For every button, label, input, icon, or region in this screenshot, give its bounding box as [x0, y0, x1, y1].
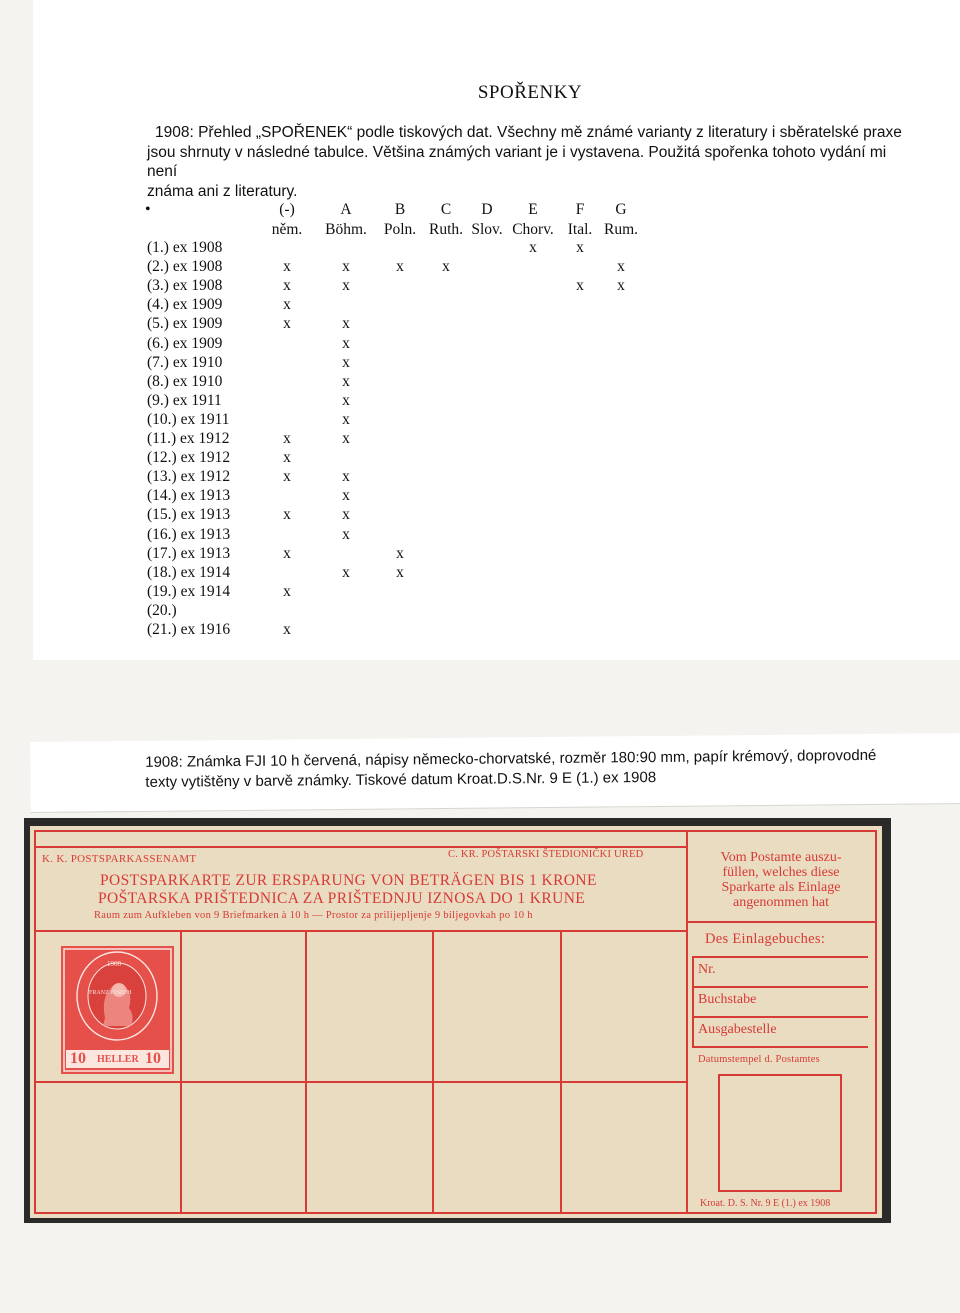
caption-line-1: 1908: Známka FJI 10 h červená, nápisy německo-chorvatské, rozměr 180:90 mm, papír krémový, doprovodné [145, 746, 877, 771]
side-note-line-3: Sparkarte als Einlage [721, 880, 841, 895]
variant-mark: x [283, 430, 291, 447]
page-title: SPOŘENKY [477, 82, 583, 103]
variant-mark: x [342, 315, 350, 333]
bullet-icon: • [145, 201, 151, 218]
column-language: Ruth. [428, 221, 464, 238]
row-label: (6.) ex 1909 [147, 334, 223, 352]
row-label: (4.) ex 1909 [147, 296, 223, 314]
card-title-hr: POŠTARSKA PRIŠTEDNICA ZA PRIŠTEDNJU IZNOSA DO 1 KRUNE [98, 890, 586, 907]
variant-mark: x [283, 506, 291, 524]
column-code: D [481, 201, 493, 218]
stamp-value-right: 10 [145, 1050, 161, 1067]
row-label: (1.) ex 1908 [147, 239, 223, 256]
variant-mark: x [283, 449, 291, 467]
office-name-hr: C. KR. POŠTARSKI ŠTEDIONIČKI URED [448, 849, 644, 860]
office-name-de: K. K. POSTSPARKASSENAMT [42, 853, 197, 865]
row-label: (21.) ex 1916 [147, 621, 231, 638]
side-note-line-2: füllen, welches diese [722, 865, 840, 880]
variant-mark: x [342, 334, 350, 352]
variant-mark: x [396, 544, 404, 562]
caption-line-2: texty vytištěny v barvě známky. Tiskové datum Kroat.D.S.Nr. 9 E (1.) ex 1908 [145, 768, 657, 791]
row-label: (7.) ex 1910 [147, 353, 223, 371]
field-nr: Nr. [698, 962, 716, 977]
variant-mark: x [283, 621, 291, 638]
intro-line-3: známa ani z literatury. [147, 182, 298, 200]
row-label: (10.) ex 1911 [147, 410, 230, 428]
savings-card [30, 826, 882, 1218]
column-language: Ital. [567, 221, 593, 238]
column-language: Poln. [383, 221, 417, 238]
variant-mark: x [342, 391, 350, 409]
column-code: (-) [279, 201, 295, 218]
row-label: (12.) ex 1912 [147, 449, 231, 467]
column-code: B [394, 201, 406, 218]
row-label: (19.) ex 1914 [147, 582, 231, 600]
row-label: (3.) ex 1908 [147, 277, 223, 295]
variant-mark: x [342, 506, 350, 524]
variant-mark: x [396, 258, 404, 276]
row-label: (17.) ex 1913 [147, 544, 231, 562]
row-label: (8.) ex 1910 [147, 372, 223, 390]
row-label: (18.) ex 1914 [147, 563, 231, 581]
stamp-value-left: 10 [70, 1050, 86, 1067]
intro-paragraph [147, 123, 917, 201]
variant-mark: x [342, 277, 350, 295]
side-note-line-4: angenommen hat [732, 895, 830, 910]
variant-mark: x [342, 430, 350, 447]
field-ausgabestelle: Ausgabestelle [698, 1022, 777, 1037]
column-language: Slov. [471, 221, 503, 238]
column-language: Chorv. [512, 221, 554, 238]
column-code: F [575, 201, 585, 218]
variant-mark: x [617, 258, 625, 276]
column-language: Böhm. [325, 221, 367, 238]
row-label: (11.) ex 1912 [147, 430, 230, 447]
row-label: (16.) ex 1913 [147, 525, 231, 543]
variant-mark: x [342, 258, 350, 276]
row-label: (2.) ex 1908 [147, 258, 223, 276]
stamp-year: 1908 [107, 960, 121, 968]
variant-mark: x [576, 239, 584, 256]
variant-mark: x [342, 410, 350, 428]
row-label: (20.) [147, 601, 177, 619]
row-label: (14.) ex 1913 [147, 487, 231, 505]
print-code: Kroat. D. S. Nr. 9 E (1.) ex 1908 [700, 1198, 831, 1209]
variant-mark: x [283, 468, 291, 486]
variant-mark: x [283, 315, 291, 333]
caption-strip [30, 733, 960, 812]
row-label: (13.) ex 1912 [147, 468, 231, 486]
variant-mark: x [442, 258, 450, 276]
variant-mark: x [617, 277, 625, 295]
variant-mark: x [342, 372, 350, 390]
date-stamp-box [718, 1074, 842, 1192]
row-label: (5.) ex 1909 [147, 315, 223, 333]
variant-mark: x [396, 563, 404, 581]
column-code: C [440, 201, 452, 218]
side-note [696, 850, 866, 910]
variant-mark: x [342, 525, 350, 543]
variant-mark: x [283, 277, 291, 295]
date-stamp-label: Datumstempel d. Postamtes [698, 1054, 820, 1065]
side-note-line-1: Vom Postamte auszu- [720, 850, 842, 865]
imprinted-stamp [61, 946, 174, 1074]
variant-mark: x [342, 487, 350, 505]
passbook-heading: Des Einlagebuches: [705, 931, 826, 947]
intro-line-1: 1908: Přehled „SPOŘENEK“ podle tiskových dat. Všechny mě známé varianty z literatury i sběratelské praxe [155, 124, 902, 141]
variant-mark: x [283, 296, 291, 314]
variant-mark: x [576, 277, 584, 295]
row-label: (9.) ex 1911 [147, 391, 222, 409]
column-language: Rum. [603, 221, 639, 238]
variant-mark: x [529, 239, 537, 256]
variant-mark: x [283, 544, 291, 562]
row-label: (15.) ex 1913 [147, 506, 231, 524]
stamp-portrait-caption: FRANZ JOSEPH [89, 990, 132, 996]
column-language: něm. [271, 221, 303, 238]
variant-mark: x [283, 582, 291, 600]
column-code: G [615, 201, 627, 218]
variant-mark: x [283, 258, 291, 276]
card-instruction: Raum zum Aufkleben von 9 Briefmarken à 10 h — Prostor za prilijepljenje 9 biljegovkah po 10 h [94, 910, 533, 921]
field-buchstabe: Buchstabe [698, 992, 757, 1007]
column-code: E [528, 201, 538, 218]
variant-mark: x [342, 563, 350, 581]
variant-mark: x [342, 468, 350, 486]
caption [145, 745, 945, 793]
stamp-currency: HELLER [97, 1054, 139, 1065]
variant-mark: x [342, 353, 350, 371]
card-title-de: POSTSPARKARTE ZUR ERSPARUNG VON BETRÄGEN BIS 1 KRONE [100, 872, 597, 889]
column-code: A [340, 201, 352, 218]
intro-line-2: jsou shrnuty v následné tabulce. Většina známých variant je i vystavena. Použitá spořenka tohoto vydání mi není [147, 143, 887, 180]
